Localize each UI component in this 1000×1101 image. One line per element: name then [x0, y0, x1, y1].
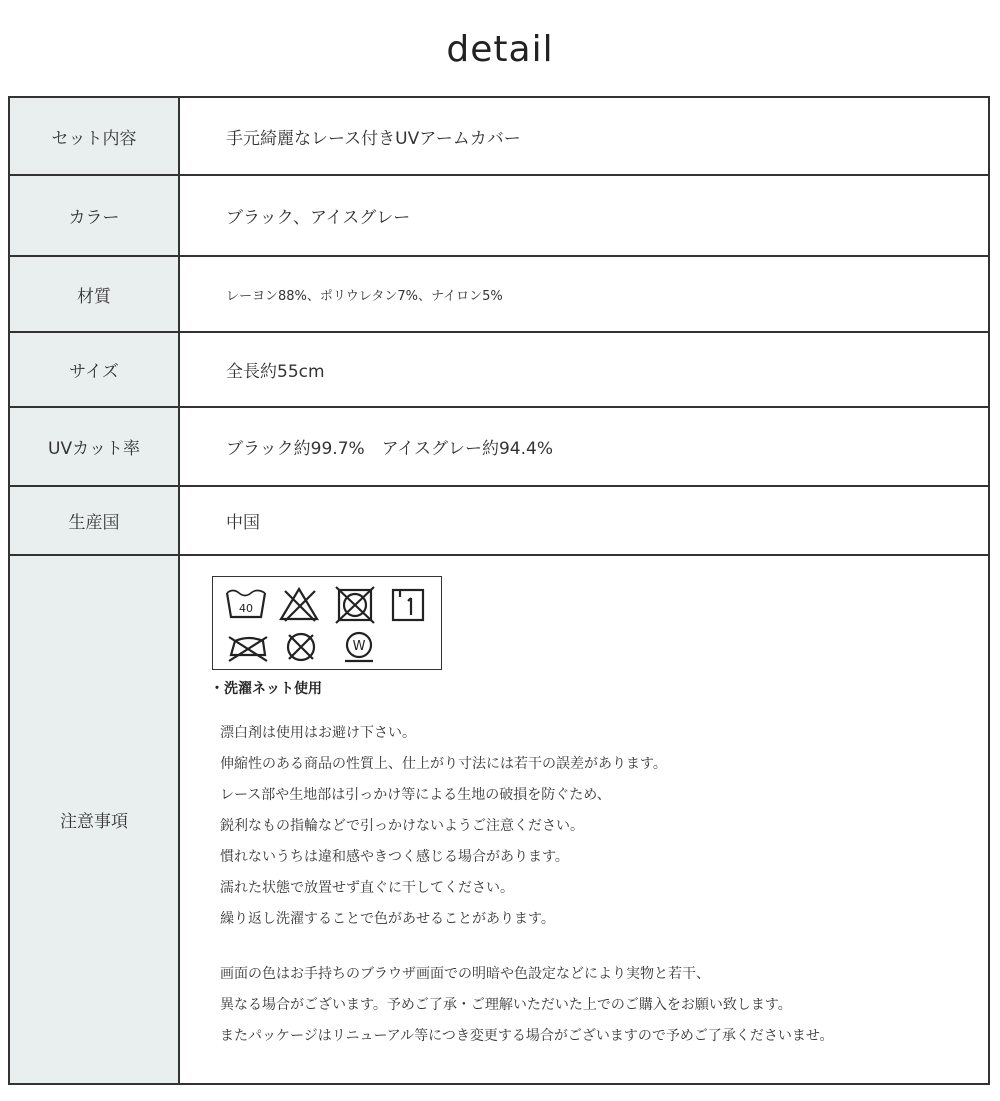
row-value: ブラック、アイスグレー [226, 208, 411, 228]
row-color [10, 176, 988, 257]
laundry-net-note: ・洗濯ネット使用 [210, 681, 322, 697]
row-set-contents [10, 98, 988, 176]
row-label: カラー [10, 176, 180, 255]
row-value: 中国 [226, 513, 260, 533]
row-value: レーヨン88%、ポリウレタン7%、ナイロン5% [226, 288, 503, 304]
page-title: detail [446, 29, 554, 70]
note-line: レース部や生地部は引っかけ等による生地の破損を防ぐため、 [220, 787, 611, 803]
note-spacer [220, 935, 960, 959]
row-label: 材質 [10, 257, 180, 331]
note-line: 漂白剤は使用はお避け下さい。 [220, 725, 416, 741]
notes-text [220, 718, 960, 1052]
no-tumble-dry-icon [336, 587, 374, 623]
note-line: 濡れた状態で放置せず直ぐに干してください。 [220, 880, 514, 896]
row-value: ブラック約99.7% アイスグレー約94.4% [226, 439, 553, 459]
row-value: 手元綺麗なレース付きUVアームカバー [226, 128, 521, 149]
row-size [10, 333, 988, 408]
note-line: 繰り返し洗濯することで色があせることがあります。 [220, 911, 555, 927]
disclaimer-line: 異なる場合がございます。予めご了承・ご理解いただいた上でのご購入をお願い致します。 [220, 997, 792, 1013]
note-line: 鋭利なもの指輪などで引っかけないようご注意ください。 [220, 818, 584, 834]
row-value: 全長約55cm [226, 362, 325, 382]
line-dry-shade-icon [393, 590, 423, 620]
no-dry-clean-icon [288, 634, 314, 660]
row-material [10, 257, 988, 333]
wet-clean-icon [345, 633, 373, 661]
wet-clean-text: W [352, 639, 366, 654]
spec-table [8, 96, 990, 1085]
disclaimer-line: またパッケージはリニューアル等につき変更する場合がございますので予めご了承くださいませ。 [220, 1028, 834, 1044]
no-bleach-icon [281, 589, 317, 621]
disclaimer-line: 画面の色はお手持ちのブラウザ画面での明暗や色設定などにより実物と若干、 [220, 966, 710, 982]
row-origin [10, 487, 988, 556]
row-label: サイズ [10, 333, 180, 406]
wash-40-icon [227, 591, 265, 618]
note-line: 慣れないうちは違和感やきつく感じる場合があります。 [220, 849, 569, 865]
row-label: UVカット率 [10, 408, 180, 485]
note-line: 伸縮性のある商品の性質上、仕上がり寸法には若干の誤差があります。 [220, 756, 667, 772]
notes-cell [180, 556, 988, 1083]
wash-temp-text: 40 [239, 602, 253, 615]
care-symbols-box [212, 576, 442, 670]
row-uv-cut [10, 408, 988, 487]
no-iron-icon [229, 637, 267, 661]
row-label: 生産国 [10, 487, 180, 554]
row-notes [10, 556, 988, 1083]
row-label: セット内容 [10, 98, 180, 174]
row-label: 注意事項 [10, 556, 180, 1083]
